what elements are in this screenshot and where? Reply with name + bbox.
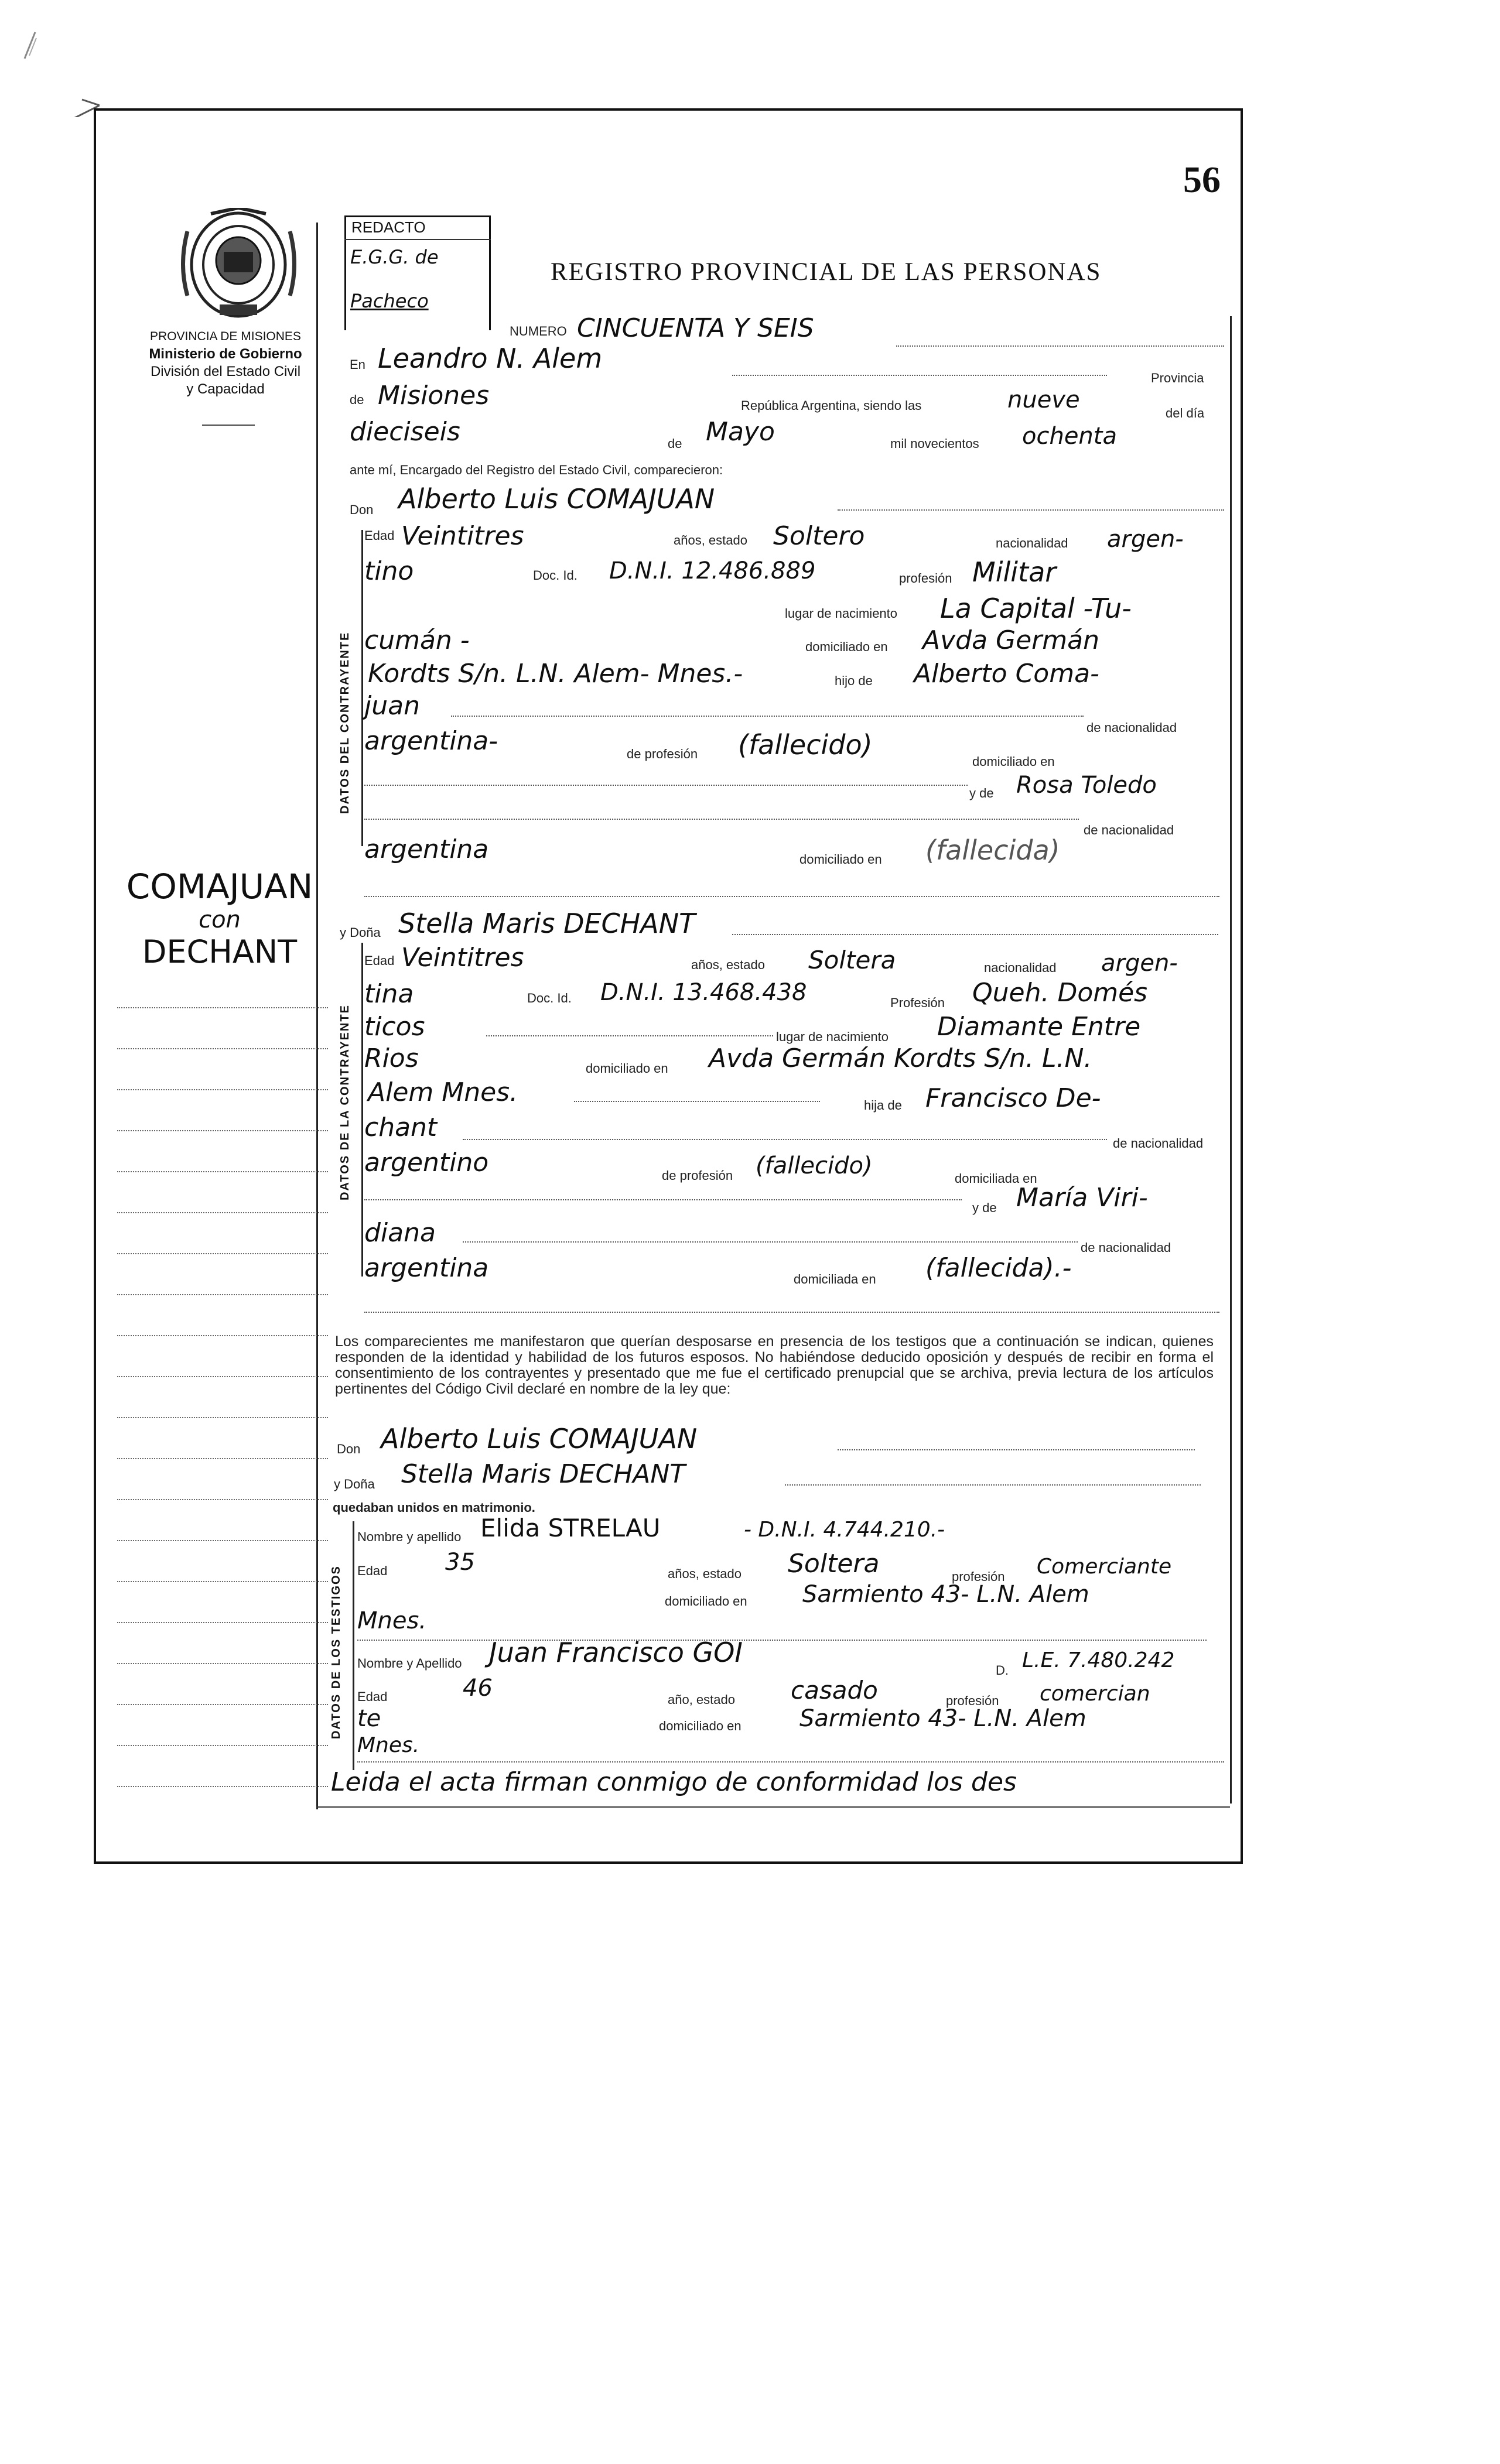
blank-line <box>364 785 968 786</box>
f-madre-line <box>463 1241 1078 1243</box>
t1-dom-cont: Mnes. <box>357 1607 427 1634</box>
sidebar-line <box>117 1212 328 1213</box>
sidebar-line <box>117 1745 328 1746</box>
t2-nombre-label: Nombre y Apellido <box>357 1656 462 1671</box>
sidebar-con: con <box>199 906 241 933</box>
left-inner-border <box>316 223 318 1809</box>
f-domicilio-label: domiciliado en <box>586 1061 668 1076</box>
sidebar-line <box>117 1622 328 1623</box>
t1-nombre-label: Nombre y apellido <box>357 1529 462 1544</box>
sidebar-line <box>117 1663 328 1664</box>
profesion-label: profesión <box>899 571 952 586</box>
t2-edad-label: Edad <box>357 1689 388 1704</box>
padre-cont: juan <box>364 691 420 721</box>
decl-unidos: quedaban unidos en matrimonio. <box>333 1500 535 1515</box>
doc-value: D.N.I. 12.486.889 <box>609 557 816 584</box>
f-nacionalidad-label: nacionalidad <box>984 960 1057 975</box>
t1-doc-value: - D.N.I. 4.744.210.- <box>744 1518 945 1542</box>
t1-nombre-value: Elida STRELAU <box>480 1514 661 1542</box>
sidebar-line <box>117 1581 328 1582</box>
ministry-block <box>123 328 328 398</box>
t2-dom-value: Sarmiento 43- L.N. Alem <box>799 1705 1086 1732</box>
del-dia-label: del día <box>1166 406 1205 420</box>
sidebar-line <box>117 1704 328 1705</box>
declaration-text: Los comparecientes me manifestaron que querían desposarse en presencia de los testigos que a continuación se indican, quienes responden de la identidad y habilidad de los futuros esposos. No habiéndose deducido oposición y después de recibir en forma el consentimiento de los contrayentes y presentado que me fue el certificado prenupcial que se archiva, previa lectura de los artículos pertinentes del Código Civil declaré en nombre de la ley que: <box>335 1333 1214 1397</box>
decl-don-value: Alberto Luis COMAJUAN <box>381 1423 698 1455</box>
padre-nac: argentina- <box>364 726 498 756</box>
f-estado-value: Soltera <box>808 946 896 974</box>
decl-don-label: Don <box>337 1442 361 1456</box>
dona-label: y Doña <box>340 925 381 940</box>
f-padre-value: Francisco De- <box>925 1083 1101 1113</box>
don-line <box>838 509 1224 511</box>
f-anos-label: años, estado <box>691 957 765 972</box>
contrayente-f-section-label: DATOS DE LA CONTRAYENTE <box>339 1004 351 1200</box>
f-domiciliada-label: domiciliada en <box>955 1171 1037 1186</box>
sidebar-line <box>117 1171 328 1172</box>
blank-line-2 <box>364 819 1079 820</box>
f-nacionalidad-value: argen- <box>1101 950 1178 977</box>
nacionalidad-label: nacionalidad <box>996 536 1068 550</box>
en-value: Leandro N. Alem <box>378 343 603 374</box>
right-border <box>1230 316 1232 1803</box>
y-de-label: y de <box>969 786 994 800</box>
mil-label: mil novecientos <box>890 436 979 451</box>
decl-dona-line <box>785 1484 1201 1486</box>
ministry-label: Ministerio de Gobierno <box>149 346 302 362</box>
t1-blank-line <box>357 1640 1207 1641</box>
t1-edad-label: Edad <box>357 1563 388 1578</box>
redacto-label: REDACTO <box>351 218 426 236</box>
hora-value: nueve <box>1007 386 1080 413</box>
ministry-divider <box>202 425 255 426</box>
de-label: de <box>350 392 364 407</box>
t1-domiciliado-label: domiciliado en <box>665 1594 747 1609</box>
sidebar-line <box>117 1007 328 1008</box>
don-label: Don <box>350 502 374 517</box>
de-profesion-label: de profesión <box>627 747 698 761</box>
padre-line <box>451 716 1084 717</box>
domicilio-value: Avda Germán <box>922 625 1099 655</box>
nacionalidad-value: argen- <box>1107 526 1184 553</box>
doc-label: Doc. Id. <box>533 568 578 583</box>
footer-text: Leida el acta firman conmigo de conformidad los des <box>331 1767 1017 1797</box>
t2-doc-value: L.E. 7.480.242 <box>1022 1648 1175 1672</box>
republica-label: República Argentina, siendo las <box>741 398 922 413</box>
f-de-nacionalidad-label: de nacionalidad <box>1113 1136 1204 1151</box>
t1-prof-value: Comerciante <box>1037 1555 1172 1579</box>
t2-blank-line <box>357 1761 1224 1763</box>
en-line <box>732 375 1107 376</box>
lugar-cont: cumán - <box>364 625 470 655</box>
f-madre-dom: (fallecida).- <box>925 1253 1072 1283</box>
sidebar-line <box>117 1048 328 1049</box>
contrayente-f-bracket <box>361 943 363 1277</box>
estado-value: Soltero <box>773 521 865 551</box>
testigos-bracket <box>353 1521 354 1770</box>
sidebar-line <box>117 1499 328 1500</box>
t2-edad-value: 46 <box>463 1675 493 1702</box>
contrayente-bracket <box>361 530 363 846</box>
redacto-line-1: E.G.G. de <box>350 246 439 268</box>
f-profesion-label: Profesión <box>890 995 945 1010</box>
sidebar-line <box>117 1294 328 1295</box>
sidebar-name-2: DECHANT <box>142 933 298 970</box>
sidebar-line <box>117 1786 328 1787</box>
en-label: En <box>350 357 365 372</box>
f-padre-cont: chant <box>364 1113 438 1142</box>
decl-don-line <box>838 1449 1195 1450</box>
sidebar-name-1: COMAJUAN <box>126 867 313 906</box>
f-domicilio-cont: Alem Mnes. <box>368 1077 518 1107</box>
sidebar-line <box>117 1253 328 1254</box>
t1-dom-value: Sarmiento 43- L.N. Alem <box>802 1581 1089 1608</box>
mes-value: Mayo <box>706 417 775 447</box>
domiciliado-en-label: domiciliado en <box>972 754 1055 769</box>
f-y-de-label: y de <box>972 1200 997 1215</box>
t2-prof-value: comercian <box>1040 1682 1150 1706</box>
t1-profesion-label: profesión <box>952 1569 1005 1584</box>
division-label: División del Estado Civil <box>150 364 301 379</box>
madre-nac: argentina <box>364 834 489 864</box>
numero-label: NUMERO <box>510 324 567 338</box>
f-hija-label: hija de <box>864 1098 902 1113</box>
provincia-label: Provincia <box>1151 371 1204 385</box>
f-blank-line-3 <box>364 1312 1219 1313</box>
domicilio-label: domiciliado en <box>805 639 888 654</box>
t2-dom-cont: Mnes. <box>357 1733 420 1757</box>
dona-value: Stella Maris DECHANT <box>398 908 696 939</box>
f-de-nacionalidad2-label: de nacionalidad <box>1081 1240 1171 1255</box>
domiciliado2-label: domiciliado en <box>799 852 882 867</box>
t1-estado-value: Soltera <box>788 1549 880 1579</box>
f-lugar-label: lugar de nacimiento <box>776 1029 889 1044</box>
province-label: PROVINCIA DE MISIONES <box>150 330 301 343</box>
edad-value: Veintitres <box>401 521 524 551</box>
t2-profesion-label: profesión <box>946 1693 999 1708</box>
de-value: Misiones <box>378 381 490 410</box>
t1-edad-value: 35 <box>445 1549 475 1576</box>
don-value: Alberto Luis COMAJUAN <box>398 483 715 515</box>
edad-label: Edad <box>364 528 395 543</box>
lugar-label: lugar de nacimiento <box>785 606 898 621</box>
madre-value: Rosa Toledo <box>1016 772 1157 799</box>
t2-prof-cont: te <box>357 1705 381 1732</box>
f-madre-nac: argentina <box>364 1253 489 1283</box>
f-edad-value: Veintitres <box>401 943 524 973</box>
de2-label: de <box>668 436 682 451</box>
f-padre-nac: argentino <box>364 1148 489 1178</box>
f-blank-line <box>364 1199 962 1200</box>
f-lugar-cont: Rios <box>364 1043 419 1073</box>
testigos-section-label: DATOS DE LOS TESTIGOS <box>330 1565 343 1739</box>
sidebar-line <box>117 1130 328 1131</box>
anos-label: años, estado <box>674 533 747 547</box>
hijo-label: hijo de <box>835 673 873 688</box>
f-profesion-value: Queh. Domés <box>972 978 1148 1008</box>
blank-line-3 <box>364 896 1219 897</box>
domicilio-cont: Kordts S/n. L.N. Alem- Mnes.- <box>368 659 743 689</box>
de-nacionalidad-label: de nacionalidad <box>1086 720 1177 735</box>
redacto-rule <box>344 239 491 240</box>
page-number: 56 <box>1183 159 1221 200</box>
t2-doc-label: D. <box>996 1663 1009 1678</box>
dona-line <box>732 934 1218 935</box>
f-edad-label: Edad <box>364 953 395 968</box>
madre-dom: (fallecida) <box>925 834 1060 866</box>
f-doc-label: Doc. Id. <box>527 991 572 1005</box>
sidebar-line <box>117 1540 328 1541</box>
document-title: REGISTRO PROVINCIAL DE LAS PERSONAS <box>551 258 1102 286</box>
f-domiciliada2-label: domiciliada en <box>794 1272 876 1286</box>
f-profesion-line <box>486 1035 773 1036</box>
numero-value: CINCUENTA Y SEIS <box>577 313 814 343</box>
sidebar-line <box>117 1458 328 1459</box>
lugar-value: La Capital -Tu- <box>940 593 1132 624</box>
sidebar-line <box>117 1376 328 1377</box>
numero-line <box>896 345 1224 347</box>
f-madre-cont: diana <box>364 1218 436 1248</box>
de-nacionalidad2-label: de nacionalidad <box>1084 823 1174 837</box>
ante-mi-text: ante mí, Encargado del Registro del Estado Civil, comparecieron: <box>350 463 723 477</box>
t2-nombre-value: Juan Francisco GOI <box>489 1637 743 1668</box>
f-padre-prof: (fallecido) <box>756 1152 873 1179</box>
contrayente-section-label: DATOS DEL CONTRAYENTE <box>339 631 351 814</box>
sidebar-line <box>117 1417 328 1418</box>
padre-prof: (fallecido) <box>738 729 873 761</box>
f-domicilio-value: Avda Germán Kordts S/n. L.N. <box>709 1043 1092 1073</box>
coat-of-arms-seal <box>176 208 302 322</box>
t1-anos-label: años, estado <box>668 1566 742 1581</box>
division-label-2: y Capacidad <box>186 381 265 397</box>
nacionalidad-cont: tino <box>364 556 414 586</box>
f-lugar-value: Diamante Entre <box>937 1012 1141 1042</box>
corner-pencil-mark <box>12 23 100 117</box>
dia-value: dieciseis <box>350 417 460 447</box>
sidebar-names <box>123 867 316 970</box>
profesion-value: Militar <box>972 556 1057 588</box>
sidebar-line <box>117 1089 328 1090</box>
t2-ano-label: año, estado <box>668 1692 735 1707</box>
t2-domiciliado-label: domiciliado en <box>659 1719 742 1733</box>
f-nacionalidad-cont: tina <box>364 979 414 1009</box>
footer-rule <box>316 1806 1230 1808</box>
f-padre-line <box>463 1139 1107 1140</box>
f-madre-value: María Viri- <box>1016 1183 1148 1213</box>
f-domicilio-line <box>574 1101 820 1102</box>
t2-estado-value: casado <box>791 1676 878 1705</box>
anio-value: ochenta <box>1022 423 1117 450</box>
decl-dona-value: Stella Maris DECHANT <box>401 1459 686 1489</box>
f-profesion-cont: ticos <box>364 1012 425 1042</box>
padre-value: Alberto Coma- <box>914 659 1099 689</box>
sidebar-line <box>117 1335 328 1336</box>
f-doc-value: D.N.I. 13.468.438 <box>600 979 807 1006</box>
f-de-profesion-label: de profesión <box>662 1168 733 1183</box>
decl-dona-label: y Doña <box>334 1477 375 1491</box>
redacto-line-2: Pacheco <box>350 290 429 312</box>
